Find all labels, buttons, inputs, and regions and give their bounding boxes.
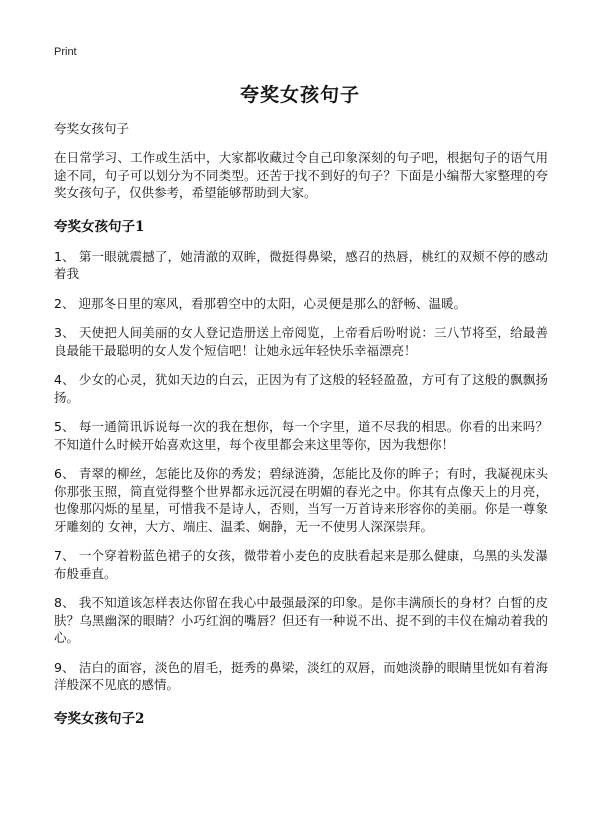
- list-item: [54, 371, 548, 406]
- item-text: 第一眼就震撼了，她清澈的双眸，微挺得鼻梁，感召的热唇，桃红的双颊不停的感动着我: [54, 248, 548, 281]
- item-text: 青翠的柳丝，怎能比及你的秀发；碧绿涟漪，怎能比及你的眸子；有时，我凝视床头你那张玉照，简直觉得整个世界都永远沉浸在明媚的春光之中。你其有点像天上的月亮，也像那闪烁的星星，可惜我不是诗人，否则，当写一万首诗来形容你的美丽。你是一尊象牙雕刻的 女神，大方、端庄、温柔、娴静，无一不使男人深深崇拜。: [54, 466, 548, 534]
- list-item: [54, 295, 548, 313]
- intro-paragraph: 在日常学习、工作或生活中，大家都收藏过令自己印象深刻的句子吧，根据句子的语气用途不同，句子可以划分为不同类型。还苦于找不到好的句子？下面是小编帮大家整理的夸奖女孩句子，仅供参考，希望能够帮助到大家。: [54, 150, 548, 200]
- item-number: 8、: [54, 595, 75, 610]
- item-number: 6、: [54, 466, 75, 481]
- section-heading: 夸奖女孩句子1: [54, 218, 145, 235]
- item-text: 每一通简讯诉说每一次的我在想你，每一个字里，道不尽我的相思。你看的出来吗？不知道什么时候开始喜欢这里，每个夜里都会来这里等你，因为我想你！: [54, 419, 548, 452]
- item-number: 5、: [54, 419, 75, 434]
- list-item: [54, 324, 548, 359]
- list-item: [54, 465, 548, 535]
- item-number: 1、: [54, 248, 75, 264]
- list-item: [54, 248, 548, 283]
- print-link[interactable]: Print: [54, 46, 77, 58]
- item-number: 4、: [54, 372, 75, 387]
- list-item: [54, 594, 548, 647]
- item-number: 3、: [54, 325, 75, 340]
- item-number: 7、: [54, 548, 75, 563]
- section-heading: 夸奖女孩句子2: [54, 710, 145, 727]
- article-subtitle: 夸奖女孩句子: [54, 121, 130, 136]
- page-title: 夸奖女孩句子: [239, 84, 360, 106]
- item-text: 迎那冬日里的寒风，看那碧空中的太阳，心灵便是那么的舒畅、温暖。: [78, 295, 466, 311]
- item-text: 我不知道该怎样表达你留在我心中最强最深的印象。是你丰满颀长的身材？白皙的皮肤？乌黑幽深的眼睛？小巧红润的嘴唇？但还有一种说不出、捉不到的丰仪在煽动着我的心。: [54, 595, 548, 645]
- item-text: 一个穿着粉蓝色裙子的女孩，微带着小麦色的皮肤看起来是那么健康，乌黑的头发瀑布般垂直。: [54, 548, 548, 581]
- item-number: 9、: [54, 659, 75, 675]
- item-text: 天使把人间美丽的女人登记造册送上帝阅览，上帝看后吩咐说：三八节将至，给最善良最能干最聪明的女人发个短信吧！让她永远年轻快乐幸福漂亮！: [54, 325, 548, 358]
- article-body: [54, 120, 548, 740]
- item-text: 洁白的面容，淡色的眉毛，挺秀的鼻梁，淡红的双唇，而她淡静的眼睛里恍如有着海洋般深不见底的感情。: [54, 659, 548, 692]
- list-item: [54, 418, 548, 453]
- list-item: [54, 659, 548, 694]
- list-item: [54, 547, 548, 582]
- item-number: 2、: [54, 295, 75, 311]
- item-text: 少女的心灵，犹如天边的白云，正因为有了这般的轻轻盈盈，方可有了这般的飘飘扬扬。: [54, 372, 548, 405]
